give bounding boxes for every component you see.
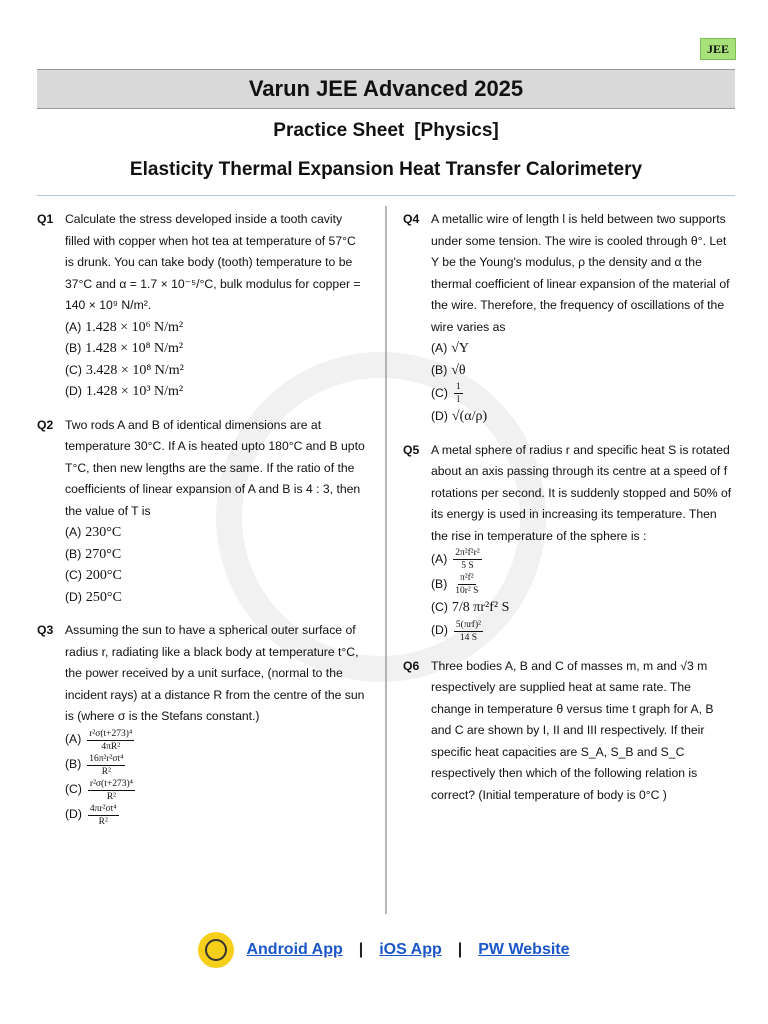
question-body <box>431 209 733 428</box>
physics-wallah-logo-icon <box>198 932 234 968</box>
subject-label: [Physics] <box>414 120 499 141</box>
question-item <box>403 209 733 428</box>
question-number: Q3 <box>37 623 54 637</box>
answer-option <box>431 360 733 382</box>
fraction-denominator: 10r² S <box>455 586 479 596</box>
option-label: (D) <box>65 589 82 604</box>
option-value: 250°C <box>85 589 122 605</box>
fraction-denominator: R² <box>106 791 117 802</box>
option-label: (D) <box>65 384 82 398</box>
option-fraction <box>87 753 125 778</box>
answer-option <box>65 753 367 778</box>
option-label: (A) <box>431 551 448 566</box>
option-label: (B) <box>431 576 448 591</box>
answer-option <box>431 572 733 597</box>
answer-option <box>65 565 367 587</box>
question-item <box>37 415 367 609</box>
question-text: Three bodies A, B and C of masses m, m and √3 m respectively are supplied heat at same rate. The change in temperature θ versus time t graph for A, B and C are shown by I, II and III respectively. If their specific heat capacities are S_A, S_B and S_C respectively then which of the following relation is correct? (Initial temperature of body is 0°C ) <box>431 658 714 802</box>
fraction-numerator: r²σ(t+273)⁴ <box>89 728 133 739</box>
option-label: (C) <box>65 782 82 797</box>
fraction-numerator: 5(πrf)² <box>455 619 481 630</box>
question-item <box>37 209 367 403</box>
fraction-denominator: l <box>456 395 460 405</box>
option-label: (A) <box>431 341 448 355</box>
question-body <box>431 440 733 644</box>
fraction-numerator: 2π²f²r² <box>455 548 480 558</box>
question-item <box>403 656 733 807</box>
question-text: Assuming the sun to have a spherical outer surface of radius r, radiating like a black body at temperature t°C, the power received by a unit surface, (normal to the incident rays) at a distance R from the centre of the sun is (where σ is the Stefans constant.) <box>65 623 365 723</box>
answer-option <box>65 587 367 609</box>
option-label: (C) <box>65 362 82 377</box>
question-body <box>65 415 367 609</box>
fraction-numerator: 1 <box>455 382 461 392</box>
question-text: A metal sphere of radius r and specific heat S is rotated about an axis passing through its centre at a speed of f rotations per second. It is suddenly stopped and 50% of its energy is used in increasing its temperature. Then the rise in temperature of the sphere is : <box>431 442 732 543</box>
question-body <box>65 209 367 403</box>
option-value: 1.428 × 10⁸ N/m² <box>85 341 184 356</box>
option-value: 7/8 πr²f² S <box>451 600 510 615</box>
option-label: (D) <box>431 409 448 423</box>
option-value: 270°C <box>85 546 122 562</box>
option-fraction <box>453 547 481 572</box>
answer-option <box>431 338 733 360</box>
question-text: Calculate the stress developed inside a tooth cavity filled with copper when hot tea at temperature of 57°C is drunk. You can take body (tooth) temperature to be 37°C and α = 1.7 × 10⁻⁵/°C, bulk modulus for copper = 140 × 10⁹ N/m². <box>65 212 361 312</box>
answer-option <box>65 728 367 753</box>
footer-separator: | <box>457 941 463 958</box>
option-fraction <box>88 803 119 828</box>
option-value: √(α/ρ) <box>451 409 488 424</box>
option-fraction <box>88 778 135 803</box>
answer-option <box>431 406 733 428</box>
android-app-link[interactable]: Android App <box>246 941 343 958</box>
answer-option <box>65 544 367 566</box>
fraction-denominator: 5 S <box>461 561 474 571</box>
answer-option <box>65 317 367 339</box>
answer-option <box>65 338 367 360</box>
fraction-numerator: r²σ(t+273)⁴ <box>89 778 133 789</box>
fraction-numerator: 4πr²σt⁴ <box>89 803 117 814</box>
option-value: 1.428 × 10³ N/m² <box>85 384 184 399</box>
option-label: (D) <box>431 623 448 638</box>
option-fraction <box>87 728 134 753</box>
footer-links <box>0 930 768 970</box>
question-item <box>37 620 367 828</box>
subtitle-label: Practice Sheet <box>273 120 405 141</box>
question-item <box>403 440 733 644</box>
option-fraction <box>454 619 483 644</box>
question-number: Q5 <box>403 442 420 457</box>
question-number: Q4 <box>403 212 420 226</box>
jee-badge: JEE <box>700 38 736 60</box>
answer-option <box>65 778 367 803</box>
option-label: (A) <box>65 525 82 539</box>
question-body <box>65 620 367 828</box>
fraction-denominator: 4πR² <box>101 741 121 752</box>
fraction-numerator: π²f² <box>460 573 474 583</box>
option-value: 230°C <box>85 525 122 540</box>
option-label: (B) <box>65 757 82 772</box>
option-label: (C) <box>65 568 82 582</box>
fraction-denominator: R² <box>101 766 111 777</box>
right-column <box>403 209 733 818</box>
answer-option <box>65 381 367 403</box>
option-label: (B) <box>65 341 82 355</box>
answer-option <box>431 597 733 619</box>
option-value: √Y <box>451 341 470 356</box>
fraction-denominator: 14 S <box>459 632 478 643</box>
fraction-numerator: 16π²r²σt⁴ <box>89 753 124 764</box>
option-value: √θ <box>451 362 466 378</box>
ios-app-link[interactable]: iOS App <box>379 941 442 958</box>
column-divider <box>385 206 387 914</box>
question-body <box>431 656 733 807</box>
option-label: (A) <box>65 732 82 747</box>
option-label: (B) <box>65 546 82 561</box>
option-label: (D) <box>65 807 82 822</box>
page-title: Varun JEE Advanced 2025 <box>37 69 735 109</box>
answer-option <box>431 619 733 644</box>
option-fraction <box>454 381 463 406</box>
option-label: (A) <box>65 319 82 334</box>
option-label: (B) <box>431 362 448 377</box>
question-number: Q6 <box>403 658 420 673</box>
answer-option <box>431 547 733 572</box>
question-number: Q2 <box>37 417 54 432</box>
header-rule <box>37 195 735 196</box>
option-value: 1.428 × 10⁶ N/m² <box>85 319 184 335</box>
footer-separator: | <box>358 941 364 958</box>
question-number: Q1 <box>37 212 54 226</box>
answer-option <box>65 522 367 544</box>
topic-heading: Elasticity Thermal Expansion Heat Transfer Calorimetery <box>129 159 643 180</box>
answer-option <box>65 360 367 382</box>
option-value: 200°C <box>85 568 122 583</box>
option-value: 3.428 × 10⁸ N/m² <box>85 362 184 378</box>
option-label: (C) <box>431 385 448 400</box>
question-text: Two rods A and B of identical dimensions are at temperature 30°C. If A is heated upto 180°C and B upto T°C, then new lengths are the same. If the ratio of the coefficients of linear expansion of A and B is 4 : 3, then the value of T is <box>65 417 365 518</box>
option-label: (C) <box>431 600 448 614</box>
answer-option <box>65 803 367 828</box>
fraction-denominator: R² <box>98 816 108 827</box>
pw-website-link[interactable]: PW Website <box>478 941 570 958</box>
practice-sheet-subtitle <box>37 120 735 142</box>
answer-option <box>431 381 733 406</box>
option-fraction <box>453 572 480 597</box>
question-text: A metallic wire of length l is held between two supports under some tension. The wire is cooled through θ°. Let Y be the Young's modulus, ρ the density and α the thermal coefficient of linear expansion of the material of the wire. Therefore, the frequency of oscillations of the wire varies as <box>431 212 730 334</box>
left-column <box>37 209 367 840</box>
